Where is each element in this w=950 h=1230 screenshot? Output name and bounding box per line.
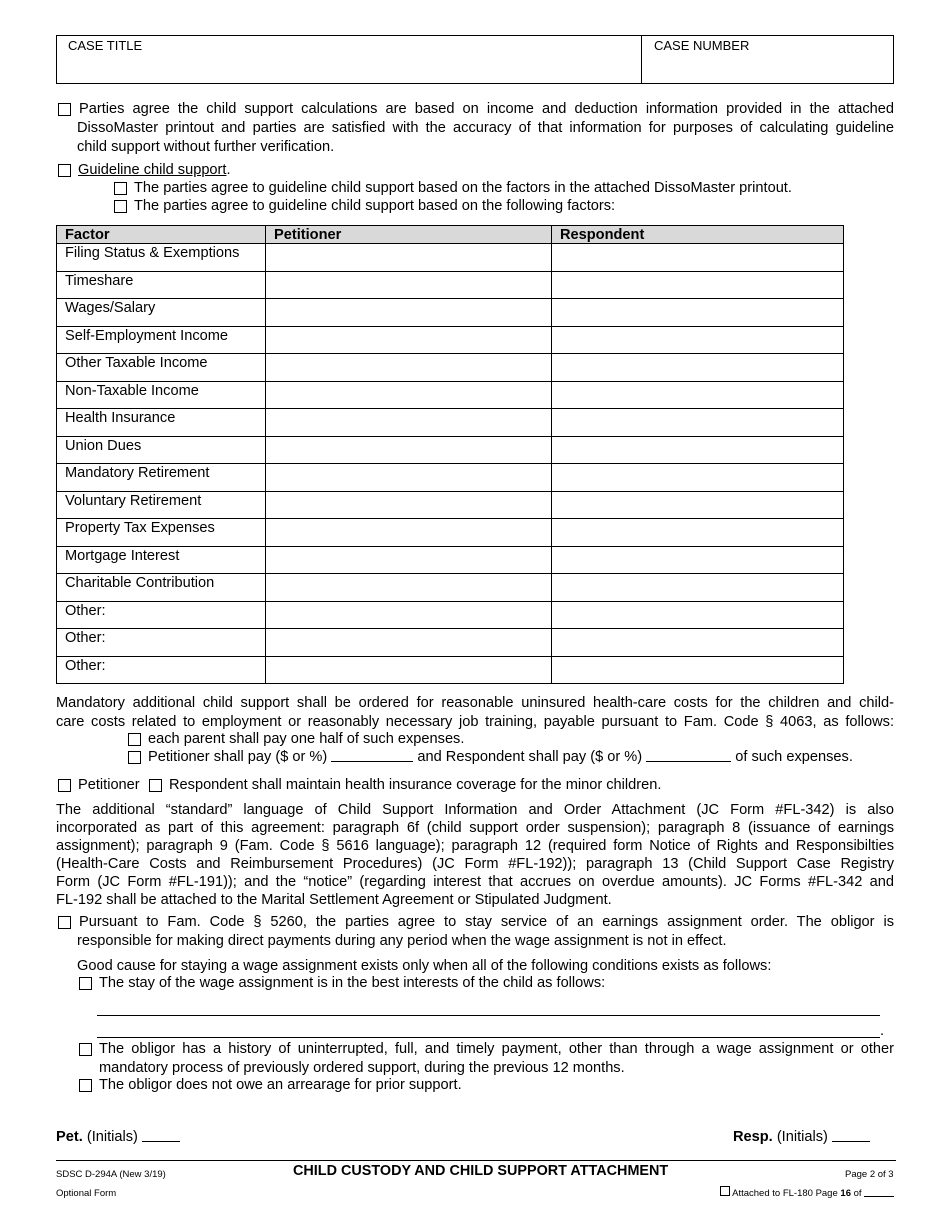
- table-row: [57, 656, 844, 684]
- footer-title: CHILD CUSTODY AND CHILD SUPPORT ATTACHMENT: [293, 1163, 669, 1179]
- respondent-cell[interactable]: [552, 601, 844, 629]
- petitioner-pay-label: Petitioner shall pay ($ or %): [148, 749, 328, 765]
- no-arrearage-text: The obligor does not owe an arrearage for prior support.: [99, 1077, 462, 1093]
- petitioner-cell[interactable]: [266, 354, 552, 382]
- standard-language-line-1: The additional “standard” language of Child Support Information and Order Attachment (JC Form #FL-342) is also: [56, 802, 894, 818]
- footer-rule: [56, 1160, 896, 1161]
- petitioner-insurance-label: Petitioner: [78, 777, 140, 793]
- petitioner-cell[interactable]: [266, 299, 552, 327]
- table-row: [57, 491, 844, 519]
- table-row: [57, 326, 844, 354]
- respondent-insurance-checkbox[interactable]: [149, 779, 162, 792]
- factor-cell: Health Insurance: [57, 409, 266, 437]
- table-row: [57, 354, 844, 382]
- table-row: [57, 436, 844, 464]
- respondent-cell[interactable]: [552, 574, 844, 602]
- guideline-checkbox[interactable]: [58, 164, 71, 177]
- petitioner-cell[interactable]: [266, 244, 552, 272]
- attached-to-prefix: Attached to FL-180 Page: [732, 1188, 838, 1199]
- stay-service-line-1: Pursuant to Fam. Code § 5260, the parties agree to stay service of an earnings assignment order. The obligor is: [79, 914, 894, 930]
- case-number-field[interactable]: [652, 56, 888, 80]
- respondent-cell[interactable]: [552, 271, 844, 299]
- dissomaster-checkbox[interactable]: [58, 103, 71, 116]
- form-id: SDSC D-294A (New 3/19): [56, 1169, 166, 1180]
- resp-initials-blank[interactable]: [832, 1128, 870, 1142]
- petitioner-cell[interactable]: [266, 546, 552, 574]
- table-row: [57, 381, 844, 409]
- respondent-cell[interactable]: [552, 656, 844, 684]
- stay-service-paragraph: [79, 913, 894, 951]
- table-row: [57, 574, 844, 602]
- payment-history-paragraph: [99, 1040, 894, 1078]
- respondent-cell[interactable]: [552, 409, 844, 437]
- expenses-suffix: of such expenses.: [735, 749, 853, 765]
- petitioner-cell[interactable]: [266, 409, 552, 437]
- resp-initials-label: (Initials): [776, 1129, 828, 1145]
- factor-cell: Other:: [57, 629, 266, 657]
- respondent-cell[interactable]: [552, 491, 844, 519]
- stay-service-checkbox[interactable]: [58, 916, 71, 929]
- factor-cell: Voluntary Retirement: [57, 491, 266, 519]
- dissomaster-paragraph: [77, 100, 894, 157]
- petitioner-cell[interactable]: [266, 271, 552, 299]
- standard-language-line-4: (Health-Care Costs and Reimbursement Procedures) (JC Form #FL-192)); paragraph 13 (Child Support Case Registry: [56, 856, 894, 872]
- attached-page-number: 16: [840, 1188, 851, 1199]
- table-row: [57, 299, 844, 327]
- guideline-label: Guideline child support: [78, 162, 227, 178]
- best-interest-end-period: .: [880, 1023, 885, 1039]
- guideline-period: .: [226, 162, 231, 178]
- factor-cell: Non-Taxable Income: [57, 381, 266, 409]
- petitioner-cell[interactable]: [266, 464, 552, 492]
- half-expenses-checkbox[interactable]: [128, 733, 141, 746]
- additional-support-paragraph: [56, 694, 894, 732]
- dissomaster-line-2: DissoMaster printout and parties are satisfied with the accuracy of that information for purposes of calculating guideline: [77, 120, 894, 136]
- respondent-cell[interactable]: [552, 381, 844, 409]
- standard-language-paragraph: [56, 801, 894, 909]
- respondent-initials: [733, 1128, 870, 1147]
- respondent-cell[interactable]: [552, 354, 844, 382]
- factor-cell: Other:: [57, 656, 266, 684]
- payment-history-line-1: The obligor has a history of uninterrupted, full, and timely payment, other than through a wage assignment or other: [99, 1041, 894, 1057]
- table-row: [57, 271, 844, 299]
- half-expenses-text: each parent shall pay one half of such expenses.: [148, 731, 465, 747]
- page-number: Page 2 of 3: [845, 1169, 894, 1180]
- table-row: [57, 409, 844, 437]
- stay-service-line-2: responsible for making direct payments during any period when the wage assignment is not in effect.: [77, 933, 727, 949]
- attached-total-blank[interactable]: [864, 1187, 894, 1197]
- payment-history-line-2: mandatory process of previously ordered support, during the previous 12 months.: [99, 1060, 625, 1076]
- attached-to-line: [720, 1186, 894, 1199]
- best-interest-text: The stay of the wage assignment is in the best interests of the child as follows:: [99, 975, 606, 991]
- case-title-label: CASE TITLE: [68, 38, 143, 53]
- petitioner-cell[interactable]: [266, 629, 552, 657]
- split-expenses-checkbox[interactable]: [128, 751, 141, 764]
- factor-cell: Other:: [57, 601, 266, 629]
- resp-label: Resp.: [733, 1129, 773, 1145]
- standard-language-line-3: assignment); paragraph 9 (Fam. Code § 5616 language); paragraph 12 (required form Notice of Rights and Responsibilties: [56, 838, 894, 854]
- case-title-field[interactable]: [66, 56, 631, 80]
- guideline-option-2: The parties agree to guideline child support based on the following factors:: [134, 198, 616, 214]
- guideline-heading: [78, 161, 231, 180]
- factor-cell: Charitable Contribution: [57, 574, 266, 602]
- best-interest-checkbox[interactable]: [79, 977, 92, 990]
- factors-table-header: [57, 226, 844, 244]
- respondent-cell[interactable]: [552, 546, 844, 574]
- petitioner-cell[interactable]: [266, 491, 552, 519]
- petitioner-initials: [56, 1128, 180, 1147]
- guideline-option-1: The parties agree to guideline child support based on the factors in the attached DissoMaster printout.: [134, 180, 792, 196]
- respondent-cell[interactable]: [552, 629, 844, 657]
- respondent-cell[interactable]: [552, 299, 844, 327]
- factor-cell: Mortgage Interest: [57, 546, 266, 574]
- standard-language-line-6: FL-192 shall be attached to the Marital Settlement Agreement or Stipulated Judgment.: [56, 892, 612, 908]
- best-interest-line-1[interactable]: [97, 1015, 880, 1016]
- respondent-cell[interactable]: [552, 326, 844, 354]
- petitioner-cell[interactable]: [266, 656, 552, 684]
- respondent-cell[interactable]: [552, 436, 844, 464]
- case-header-divider: [641, 35, 642, 84]
- case-number-label: CASE NUMBER: [654, 38, 750, 53]
- table-row: [57, 244, 844, 272]
- petitioner-cell[interactable]: [266, 436, 552, 464]
- petitioner-cell[interactable]: [266, 574, 552, 602]
- factor-cell: Filing Status & Exemptions: [57, 244, 266, 272]
- pet-initials-label: (Initials): [86, 1129, 138, 1145]
- factor-cell: Self-Employment Income: [57, 326, 266, 354]
- factor-cell: Timeshare: [57, 271, 266, 299]
- attached-to-suffix: of: [853, 1188, 862, 1199]
- optional-form-label: Optional Form: [56, 1188, 117, 1199]
- guideline-option-1-checkbox[interactable]: [114, 182, 127, 195]
- standard-language-line-2: incorporated as part of this agreement: paragraph 6f (child support order suspension); paragraph 8 (issuance of earnings: [56, 820, 894, 836]
- dissomaster-line-1: Parties agree the child support calculations are based on income and deduction information provided in the attached: [79, 101, 894, 117]
- respondent-cell[interactable]: [552, 464, 844, 492]
- no-arrearage-checkbox[interactable]: [79, 1079, 92, 1092]
- respondent-cell[interactable]: [552, 519, 844, 547]
- petitioner-cell[interactable]: [266, 326, 552, 354]
- factor-cell: Union Dues: [57, 436, 266, 464]
- good-cause-text: Good cause for staying a wage assignment exists only when all of the following conditions exists as follows:: [77, 958, 772, 974]
- respondent-pay-blank[interactable]: [646, 748, 731, 762]
- table-row: [57, 629, 844, 657]
- factor-cell: Property Tax Expenses: [57, 519, 266, 547]
- petitioner-cell[interactable]: [266, 519, 552, 547]
- insurance-text: Respondent shall maintain health insurance coverage for the minor children.: [169, 777, 662, 793]
- petitioner-cell[interactable]: [266, 601, 552, 629]
- factor-column-header: Factor: [57, 226, 266, 244]
- factor-cell: Other Taxable Income: [57, 354, 266, 382]
- table-row: [57, 519, 844, 547]
- table-row: [57, 464, 844, 492]
- factor-cell: Wages/Salary: [57, 299, 266, 327]
- dissomaster-line-3: child support without further verification.: [77, 139, 335, 155]
- standard-language-line-5: Form (JC Form #FL-191)); and the “notice” (regarding interest that accrues on overdue amounts). JC Forms #FL-342 and: [56, 874, 894, 890]
- petitioner-column-header: Petitioner: [266, 226, 552, 244]
- best-interest-line-2[interactable]: [97, 1037, 880, 1038]
- respondent-column-header: Respondent: [552, 226, 844, 244]
- payment-history-checkbox[interactable]: [79, 1043, 92, 1056]
- respondent-cell[interactable]: [552, 244, 844, 272]
- petitioner-pay-blank[interactable]: [331, 748, 413, 762]
- factor-cell: Mandatory Retirement: [57, 464, 266, 492]
- table-row: [57, 601, 844, 629]
- split-expenses-line: [148, 748, 853, 767]
- additional-support-line-1: Mandatory additional child support shall be ordered for reasonable uninsured health-care costs for the children and child-: [56, 695, 894, 711]
- petitioner-cell[interactable]: [266, 381, 552, 409]
- additional-support-line-2: care costs related to employment or reasonably necessary job training, payable pursuant to Fam. Code § 4063, as follows:: [56, 714, 894, 730]
- pet-initials-blank[interactable]: [142, 1128, 180, 1142]
- table-row: [57, 546, 844, 574]
- factors-table: [56, 225, 844, 684]
- attached-to-checkbox[interactable]: [720, 1186, 730, 1196]
- pet-label: Pet.: [56, 1129, 83, 1145]
- respondent-pay-label: and Respondent shall pay ($ or %): [417, 749, 643, 765]
- guideline-option-2-checkbox[interactable]: [114, 200, 127, 213]
- petitioner-insurance-checkbox[interactable]: [58, 779, 71, 792]
